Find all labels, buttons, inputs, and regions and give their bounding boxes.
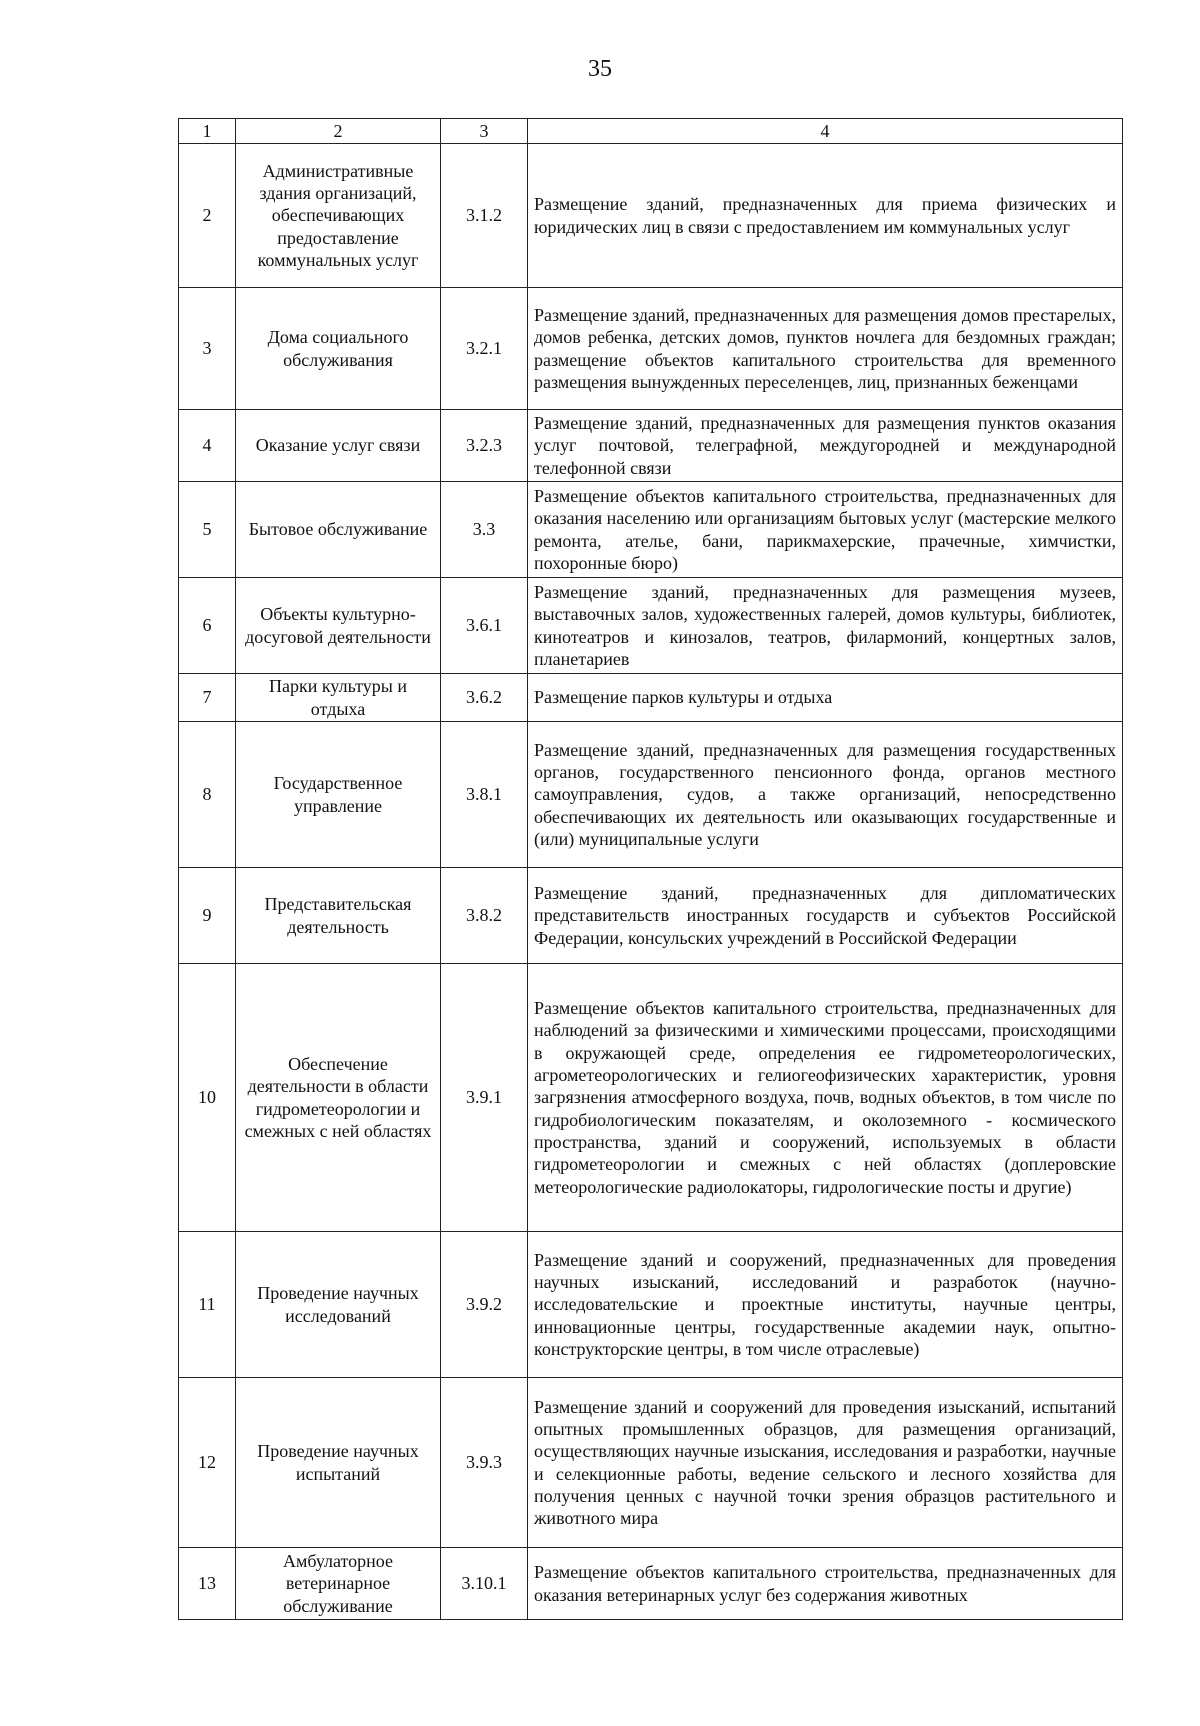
row-number: 9 <box>179 868 236 964</box>
row-number: 3 <box>179 288 236 410</box>
table-row <box>179 1378 1123 1548</box>
use-type-name: Бытовое обслуживание <box>236 482 441 578</box>
row-number: 13 <box>179 1548 236 1620</box>
use-type-name: Дома социального обслуживания <box>236 288 441 410</box>
column-number-2: 2 <box>236 119 441 144</box>
use-type-name: Государственное управление <box>236 722 441 868</box>
page-number: 35 <box>588 56 612 82</box>
use-type-code: 3.3 <box>441 482 528 578</box>
use-type-code: 3.2.3 <box>441 410 528 482</box>
use-type-code: 3.1.2 <box>441 144 528 288</box>
use-type-description: Размещение зданий и сооружений, предназначенных для проведения научных изысканий, исследований и разработок (научно-исследовательские и проектные институты, научные центры, инновационные центры, государственные академии наук, опытно-конструкторские центры, в том числе отраслевые) <box>528 1232 1123 1378</box>
table-row <box>179 1232 1123 1378</box>
row-number: 5 <box>179 482 236 578</box>
use-type-name: Проведение научных исследований <box>236 1232 441 1378</box>
use-type-description: Размещение зданий, предназначенных для размещения домов престарелых, домов ребенка, детских домов, пунктов ночлега для бездомных граждан; размещение объектов капитального строительства для временного размещения вынужденных переселенцев, лиц, признанных беженцами <box>528 288 1123 410</box>
use-type-description: Размещение парков культуры и отдыха <box>528 674 1123 722</box>
use-type-description: Размещение зданий и сооружений для проведения изысканий, испытаний опытных промышленных образцов, для размещения организаций, осуществляющих научные изыскания, исследования и разработки, научные и селекционные работы, ведение сельского и лесного хозяйства для получения ценных с научной точки зрения образцов растительного и животного мира <box>528 1378 1123 1548</box>
table-row <box>179 1548 1123 1620</box>
column-number-row <box>179 119 1123 144</box>
row-number: 10 <box>179 964 236 1232</box>
use-type-description: Размещение объектов капитального строительства, предназначенных для оказания населению или организациям бытовых услуг (мастерские мелкого ремонта, ателье, бани, парикмахерские, прачечные, химчистки, похоронные бюро) <box>528 482 1123 578</box>
table-row <box>179 964 1123 1232</box>
use-type-code: 3.9.2 <box>441 1232 528 1378</box>
use-type-name: Представительская деятельность <box>236 868 441 964</box>
row-number: 7 <box>179 674 236 722</box>
use-type-code: 3.2.1 <box>441 288 528 410</box>
table-row <box>179 674 1123 722</box>
use-type-description: Размещение зданий, предназначенных для размещения государственных органов, государственного пенсионного фонда, органов местного самоуправления, судов, а также организаций, непосредственно обеспечивающих их деятельность или оказывающих государственные и (или) муниципальные услуги <box>528 722 1123 868</box>
table-row <box>179 144 1123 288</box>
use-type-name: Объекты культурно-досуговой деятельности <box>236 578 441 674</box>
use-type-code: 3.9.3 <box>441 1378 528 1548</box>
use-type-code: 3.9.1 <box>441 964 528 1232</box>
row-number: 11 <box>179 1232 236 1378</box>
land-use-table <box>178 118 1123 1620</box>
column-number-3: 3 <box>441 119 528 144</box>
column-number-1: 1 <box>179 119 236 144</box>
use-type-name: Парки культуры и отдыха <box>236 674 441 722</box>
use-type-name: Обеспечение деятельности в области гидрометеорологии и смежных с ней областях <box>236 964 441 1232</box>
use-type-name: Административные здания организаций, обеспечивающих предоставление коммунальных услуг <box>236 144 441 288</box>
use-type-description: Размещение зданий, предназначенных для размещения музеев, выставочных залов, художественных галерей, домов культуры, библиотек, кинотеатров и кинозалов, театров, филармоний, концертных залов, планетариев <box>528 578 1123 674</box>
row-number: 8 <box>179 722 236 868</box>
use-type-description: Размещение зданий, предназначенных для размещения пунктов оказания услуг почтовой, телеграфной, междугородней и международной телефонной связи <box>528 410 1123 482</box>
use-type-name: Проведение научных испытаний <box>236 1378 441 1548</box>
table-row <box>179 868 1123 964</box>
use-type-code: 3.6.1 <box>441 578 528 674</box>
row-number: 2 <box>179 144 236 288</box>
table-row <box>179 722 1123 868</box>
table-row <box>179 410 1123 482</box>
use-type-code: 3.10.1 <box>441 1548 528 1620</box>
use-type-name: Оказание услуг связи <box>236 410 441 482</box>
use-type-code: 3.6.2 <box>441 674 528 722</box>
row-number: 12 <box>179 1378 236 1548</box>
table-row <box>179 288 1123 410</box>
table-row <box>179 482 1123 578</box>
column-number-4: 4 <box>528 119 1123 144</box>
table-row <box>179 578 1123 674</box>
row-number: 6 <box>179 578 236 674</box>
use-type-code: 3.8.1 <box>441 722 528 868</box>
use-type-description: Размещение объектов капитального строительства, предназначенных для оказания ветеринарных услуг без содержания животных <box>528 1548 1123 1620</box>
use-type-description: Размещение зданий, предназначенных для дипломатических представительств иностранных государств и субъектов Российской Федерации, консульских учреждений в Российской Федерации <box>528 868 1123 964</box>
use-type-description: Размещение зданий, предназначенных для приема физических и юридических лиц в связи с предоставлением им коммунальных услуг <box>528 144 1123 288</box>
row-number: 4 <box>179 410 236 482</box>
use-type-description: Размещение объектов капитального строительства, предназначенных для наблюдений за физическими и химическими процессами, происходящими в окружающей среде, определения ее гидрометеорологических, агрометеорологических и гелиогеофизических характеристик, уровня загрязнения атмосферного воздуха, почв, водных объектов, в том числе по гидробиологическим показателям, и околоземного - космического пространства, зданий и сооружений, используемых в области гидрометеорологии и смежных с ней областях (доплеровские метеорологические радиолокаторы, гидрологические посты и другие) <box>528 964 1123 1232</box>
use-type-code: 3.8.2 <box>441 868 528 964</box>
use-type-name: Амбулаторное ветеринарное обслуживание <box>236 1548 441 1620</box>
